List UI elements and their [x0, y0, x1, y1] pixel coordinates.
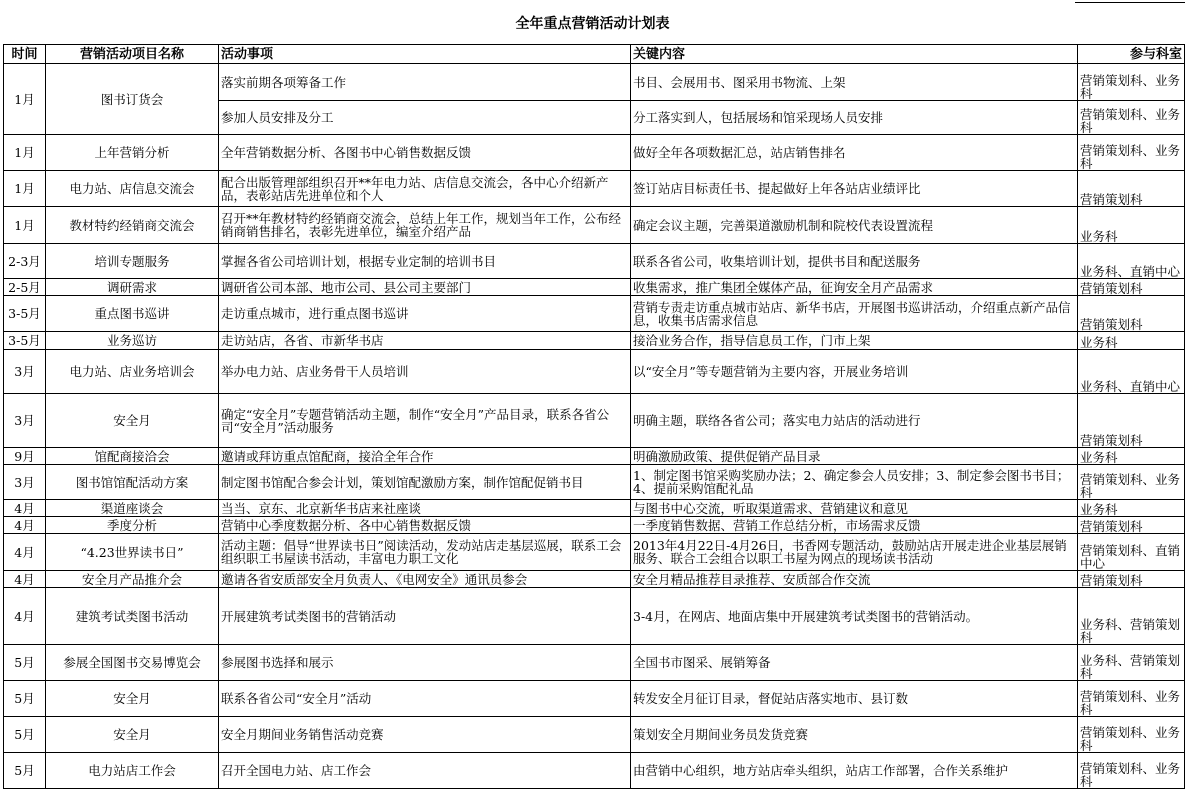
row-key-content: 转发安全月征订目录，督促站店落实地市、县订数 [631, 681, 1078, 717]
row-activity: 邀请各省安质部安全月负责人、《电网安全》通讯员参会 [219, 571, 631, 588]
table-row [4, 296, 1185, 332]
row-department: 营销策划科、业务科 [1078, 753, 1185, 789]
row-department: 营销策划科、业务科 [1078, 465, 1185, 500]
row-key-content: 以“安全月”等专题营销为主要内容，开展业务培训 [631, 350, 1078, 394]
row-time: 4月 [4, 534, 46, 571]
table-row [4, 64, 1185, 101]
row-activity: 开展建筑考试类图书的营销活动 [219, 588, 631, 645]
table-row [4, 171, 1185, 207]
row-activity: 召开**年教材特约经销商交流会，总结上年工作，规划当年工作，公布经销商销售排名，表彰先进单位，编室介绍产品 [219, 207, 631, 244]
row-activity: 参加人员安排及分工 [219, 101, 631, 135]
row-activity: 营销中心季度数据分析、各中心销售数据反馈 [219, 517, 631, 534]
row-time: 5月 [4, 681, 46, 717]
table-row [4, 332, 1185, 350]
row-key-content: 安全月精品推荐目录推荐、安质部合作交流 [631, 571, 1078, 588]
row-department: 营销策划科 [1078, 571, 1185, 588]
row-department: 业务科 [1078, 448, 1185, 465]
row-project-name: 安全月产品推介会 [46, 571, 219, 588]
row-department: 营销策划科 [1078, 279, 1185, 296]
row-project-name: 重点图书巡讲 [46, 296, 219, 332]
table-row [4, 681, 1185, 717]
row-time: 5月 [4, 717, 46, 753]
marketing-plan-table [3, 44, 1185, 789]
table-row [4, 717, 1185, 753]
row-key-content: 收集需求，推广集团全媒体产品，征询安全月产品需求 [631, 279, 1078, 296]
row-time: 1月 [4, 207, 46, 244]
row-time: 3月 [4, 394, 46, 448]
row-key-content: 做好全年各项数据汇总，站店销售排名 [631, 135, 1078, 171]
row-activity: 制定图书馆配合参会计划，策划馆配激励方案，制作馆配促销书目 [219, 465, 631, 500]
row-activity: 当当、京东、北京新华书店来社座谈 [219, 500, 631, 517]
row-key-content: 全国书市图采、展销筹备 [631, 645, 1078, 681]
row-activity: 召开全国电力站、店工作会 [219, 753, 631, 789]
row-project-name: 参展全国图书交易博览会 [46, 645, 219, 681]
row-project-name: 电力站、店信息交流会 [46, 171, 219, 207]
row-key-content: 策划安全月期间业务员发货竞赛 [631, 717, 1078, 753]
row-key-content: 3-4月，在网店、地面店集中开展建筑考试类图书的营销活动。 [631, 588, 1078, 645]
row-time: 5月 [4, 753, 46, 789]
row-department: 业务科、直销中心 [1078, 350, 1185, 394]
table-row [4, 645, 1185, 681]
table-row [4, 534, 1185, 571]
row-time: 2-3月 [4, 244, 46, 279]
table-row [4, 244, 1185, 279]
table-row [4, 517, 1185, 534]
row-key-content: 接洽业务合作，指导信息员工作，门市上架 [631, 332, 1078, 350]
row-time: 4月 [4, 500, 46, 517]
row-activity: 活动主题：倡导“世界读书日”阅读活动，发动站店走基层巡展，联系工会组织职工书屋读书活动，丰富电力职工文化 [219, 534, 631, 571]
row-project-name: 建筑考试类图书活动 [46, 588, 219, 645]
table-row [4, 753, 1185, 789]
row-key-content: 签订站店目标责任书、提起做好上年各站店业绩评比 [631, 171, 1078, 207]
row-time: 5月 [4, 645, 46, 681]
row-department: 营销策划科、业务科 [1078, 64, 1185, 101]
row-time: 3-5月 [4, 296, 46, 332]
row-project-name: 电力站、店业务培训会 [46, 350, 219, 394]
header-department: 参与科室 [1078, 45, 1185, 64]
table-row [4, 465, 1185, 500]
row-time: 4月 [4, 517, 46, 534]
row-project-name: 上年营销分析 [46, 135, 219, 171]
row-project-name: “4.23世界读书日” [46, 534, 219, 571]
header-key-content: 关键内容 [631, 45, 1078, 64]
row-key-content: 营销专责走访重点城市站店、新华书店，开展图书巡讲活动，介绍重点新产品信息，收集书店需求信息 [631, 296, 1078, 332]
row-department: 营销策划科 [1078, 517, 1185, 534]
table-row [4, 571, 1185, 588]
row-activity: 参展图书选择和展示 [219, 645, 631, 681]
row-key-content: 由营销中心组织，地方站店牵头组织，站店工作部署，合作关系维护 [631, 753, 1078, 789]
table-row [4, 207, 1185, 244]
row-key-content: 确定会议主题，完善渠道激励机制和院校代表设置流程 [631, 207, 1078, 244]
row-activity: 安全月期间业务销售活动竞赛 [219, 717, 631, 753]
row-activity: 掌握各省公司培训计划，根据专业定制的培训书目 [219, 244, 631, 279]
row-key-content: 与图书中心交流，听取渠道需求、营销建议和意见 [631, 500, 1078, 517]
row-key-content: 分工落实到人，包括展场和馆采现场人员安排 [631, 101, 1078, 135]
row-department: 业务科 [1078, 500, 1185, 517]
row-project-name: 安全月 [46, 394, 219, 448]
row-project-name: 图书馆馆配活动方案 [46, 465, 219, 500]
row-activity: 邀请或拜访重点馆配商，接洽全年合作 [219, 448, 631, 465]
row-department: 业务科、营销策划科 [1078, 588, 1185, 645]
row-project-name: 培训专题服务 [46, 244, 219, 279]
page-title: 全年重点营销活动计划表 [515, 16, 670, 32]
row-activity: 确定“安全月”专题营销活动主题，制作“安全月”产品目录，联系各省公司“安全月”活动服务 [219, 394, 631, 448]
row-department: 业务科、营销策划科 [1078, 645, 1185, 681]
row-key-content: 联系各省公司，收集培训计划，提供书目和配送服务 [631, 244, 1078, 279]
row-time: 4月 [4, 571, 46, 588]
table-row [4, 350, 1185, 394]
table-row [4, 135, 1185, 171]
row-department: 业务科 [1078, 207, 1185, 244]
row-time: 1月 [4, 135, 46, 171]
row-activity: 举办电力站、店业务骨干人员培训 [219, 350, 631, 394]
row-time: 3月 [4, 465, 46, 500]
row-time: 3-5月 [4, 332, 46, 350]
row-time: 4月 [4, 588, 46, 645]
row-activity: 联系各省公司“安全月”活动 [219, 681, 631, 717]
table-row [4, 500, 1185, 517]
row-key-content: 2013年4月22日-4月26日，书香网专题活动，鼓励站店开展走进企业基层展销服务、联合工会组合以职工书屋为网点的现场读书活动 [631, 534, 1078, 571]
row-time: 2-5月 [4, 279, 46, 296]
row-project-name: 业务巡访 [46, 332, 219, 350]
row-activity: 走访站店，各省、市新华书店 [219, 332, 631, 350]
row-department: 业务科 [1078, 332, 1185, 350]
table-row [4, 588, 1185, 645]
row-project-name: 馆配商接洽会 [46, 448, 219, 465]
row-time: 1月 [4, 171, 46, 207]
row-activity: 调研省公司本部、地市公司、县公司主要部门 [219, 279, 631, 296]
row-activity: 落实前期各项筹备工作 [219, 64, 631, 101]
row-key-content: 1、制定图书馆采购奖励办法；2、确定参会人员安排；3、制定参会图书书目；4、提前采购馆配礼品 [631, 465, 1078, 500]
row-department: 营销策划科 [1078, 394, 1185, 448]
row-department: 营销策划科 [1078, 171, 1185, 207]
row-project-name: 教材特约经销商交流会 [46, 207, 219, 244]
row-department: 营销策划科、业务科 [1078, 717, 1185, 753]
row-department: 业务科、直销中心 [1078, 244, 1185, 279]
row-department: 营销策划科、业务科 [1078, 101, 1185, 135]
row-department: 营销策划科 [1078, 296, 1185, 332]
row-project-name: 季度分析 [46, 517, 219, 534]
table-row [4, 279, 1185, 296]
row-project-name: 调研需求 [46, 279, 219, 296]
row-key-content: 明确激励政策、提供促销产品目录 [631, 448, 1078, 465]
row-project-name: 图书订货会 [46, 64, 219, 135]
row-time: 1月 [4, 64, 46, 135]
row-activity: 配合出版管理部组织召开**年电力站、店信息交流会，各中心介绍新产品，表彰站店先进单位和个人 [219, 171, 631, 207]
row-project-name: 安全月 [46, 681, 219, 717]
row-project-name: 渠道座谈会 [46, 500, 219, 517]
table-header-row [4, 45, 1185, 64]
row-time: 9月 [4, 448, 46, 465]
row-project-name: 安全月 [46, 717, 219, 753]
row-department: 营销策划科、直销中心 [1078, 534, 1185, 571]
row-activity: 全年营销数据分析、各图书中心销售数据反馈 [219, 135, 631, 171]
row-project-name: 电力站店工作会 [46, 753, 219, 789]
row-department: 营销策划科、业务科 [1078, 681, 1185, 717]
row-activity: 走访重点城市，进行重点图书巡讲 [219, 296, 631, 332]
top-border-line [1075, 2, 1185, 3]
row-department: 营销策划科、业务科 [1078, 135, 1185, 171]
header-project-name: 营销活动项目名称 [46, 45, 219, 64]
row-key-content: 一季度销售数据、营销工作总结分析，市场需求反馈 [631, 517, 1078, 534]
row-key-content: 明确主题，联络各省公司；落实电力站店的活动进行 [631, 394, 1078, 448]
table-row [4, 448, 1185, 465]
header-time: 时间 [4, 45, 46, 64]
row-time: 3月 [4, 350, 46, 394]
table-row [4, 394, 1185, 448]
header-activity: 活动事项 [219, 45, 631, 64]
row-key-content: 书目、会展用书、图采用书物流、上架 [631, 64, 1078, 101]
